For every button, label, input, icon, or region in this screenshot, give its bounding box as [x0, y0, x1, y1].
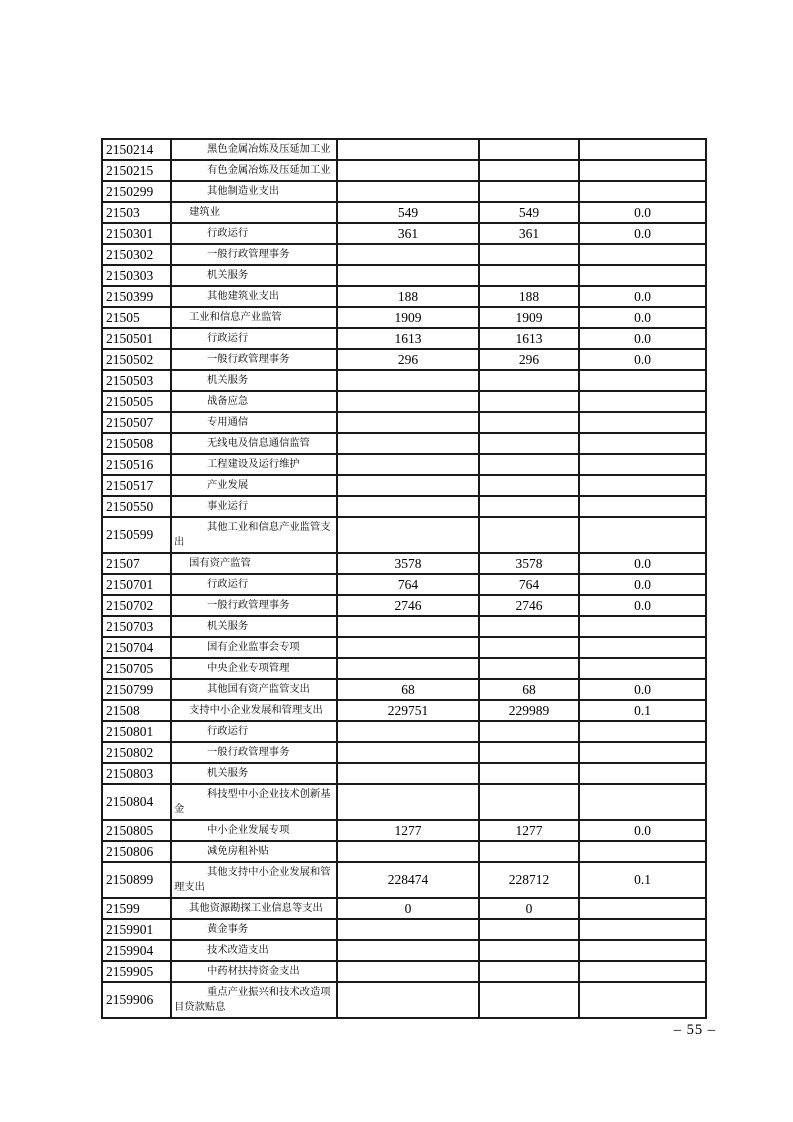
value1-cell	[337, 784, 479, 820]
percent-cell	[579, 391, 706, 412]
item-name: 减免房租补贴	[207, 846, 269, 857]
code-cell: 2150701	[102, 574, 171, 595]
name-cell	[171, 961, 337, 982]
value1-cell: 0	[337, 898, 479, 919]
percent-cell	[579, 160, 706, 181]
value2-cell	[479, 496, 579, 517]
percent-cell	[579, 475, 706, 496]
value1-cell	[337, 982, 479, 1018]
code-cell: 2150550	[102, 496, 171, 517]
item-name: 战备应急	[207, 396, 249, 407]
value1-cell	[337, 475, 479, 496]
table-row	[102, 202, 706, 223]
table-row	[102, 637, 706, 658]
code-cell: 2150503	[102, 370, 171, 391]
percent-cell	[579, 412, 706, 433]
value1-cell	[337, 637, 479, 658]
value1-cell: 228474	[337, 862, 479, 898]
table-row	[102, 517, 706, 553]
table-row	[102, 475, 706, 496]
code-cell: 2150801	[102, 721, 171, 742]
table-row	[102, 286, 706, 307]
percent-cell: 0.1	[579, 862, 706, 898]
table-row	[102, 763, 706, 784]
percent-cell: 0.0	[579, 820, 706, 841]
item-name: 工程建设及运行维护	[207, 459, 300, 470]
value1-cell: 361	[337, 223, 479, 244]
item-name: 中小企业发展专项	[207, 825, 290, 836]
name-cell	[171, 763, 337, 784]
name-cell	[171, 841, 337, 862]
item-name: 中药材扶持资金支出	[207, 966, 300, 977]
name-cell	[171, 658, 337, 679]
table-row	[102, 595, 706, 616]
table-row	[102, 454, 706, 475]
value1-cell	[337, 841, 479, 862]
name-cell	[171, 679, 337, 700]
name-cell	[171, 265, 337, 286]
percent-cell: 0.0	[579, 328, 706, 349]
value1-cell	[337, 940, 479, 961]
code-cell: 2150508	[102, 433, 171, 454]
code-cell: 21503	[102, 202, 171, 223]
value1-cell: 1277	[337, 820, 479, 841]
code-cell: 2150805	[102, 820, 171, 841]
code-cell: 2150517	[102, 475, 171, 496]
code-cell: 2150803	[102, 763, 171, 784]
percent-cell	[579, 139, 706, 160]
code-cell: 21505	[102, 307, 171, 328]
item-name: 机关服务	[207, 621, 249, 632]
table-row	[102, 820, 706, 841]
value1-cell: 764	[337, 574, 479, 595]
value2-cell: 2746	[479, 595, 579, 616]
percent-cell	[579, 496, 706, 517]
value2-cell: 68	[479, 679, 579, 700]
code-cell: 2150302	[102, 244, 171, 265]
value2-cell: 549	[479, 202, 579, 223]
item-name: 黄金事务	[207, 924, 249, 935]
code-cell: 21508	[102, 700, 171, 721]
value2-cell	[479, 475, 579, 496]
item-name: 行政运行	[207, 333, 249, 344]
code-cell: 21507	[102, 553, 171, 574]
table-row	[102, 328, 706, 349]
value2-cell: 228712	[479, 862, 579, 898]
table-row	[102, 139, 706, 160]
name-cell	[171, 721, 337, 742]
name-cell	[171, 244, 337, 265]
table-row	[102, 841, 706, 862]
table-row	[102, 181, 706, 202]
item-name: 科技型中小企业技术创新基金	[174, 789, 331, 815]
code-cell: 2159904	[102, 940, 171, 961]
table-row	[102, 700, 706, 721]
item-name: 支持中小企业发展和管理支出	[189, 705, 323, 716]
value2-cell	[479, 391, 579, 412]
value1-cell: 1613	[337, 328, 479, 349]
name-cell	[171, 181, 337, 202]
table-row	[102, 940, 706, 961]
value1-cell	[337, 244, 479, 265]
name-cell	[171, 475, 337, 496]
value2-cell	[479, 721, 579, 742]
name-cell	[171, 370, 337, 391]
value1-cell	[337, 742, 479, 763]
value2-cell	[479, 940, 579, 961]
value2-cell: 229989	[479, 700, 579, 721]
table-row	[102, 658, 706, 679]
item-name: 行政运行	[207, 726, 249, 737]
percent-cell: 0.0	[579, 307, 706, 328]
name-cell	[171, 328, 337, 349]
value1-cell	[337, 763, 479, 784]
percent-cell	[579, 721, 706, 742]
value2-cell	[479, 433, 579, 454]
value1-cell	[337, 454, 479, 475]
item-name: 其他国有资产监管支出	[207, 684, 310, 695]
value2-cell	[479, 454, 579, 475]
percent-cell	[579, 742, 706, 763]
value2-cell	[479, 517, 579, 553]
value2-cell	[479, 841, 579, 862]
value2-cell	[479, 742, 579, 763]
percent-cell: 0.0	[579, 349, 706, 370]
value2-cell	[479, 919, 579, 940]
item-name: 建筑业	[189, 207, 220, 218]
percent-cell	[579, 517, 706, 553]
value2-cell	[479, 637, 579, 658]
percent-cell	[579, 181, 706, 202]
table-row	[102, 496, 706, 517]
name-cell	[171, 223, 337, 244]
value2-cell	[479, 265, 579, 286]
item-name: 机关服务	[207, 768, 249, 779]
table-row	[102, 244, 706, 265]
code-cell: 2150507	[102, 412, 171, 433]
percent-cell	[579, 454, 706, 475]
code-cell: 2150599	[102, 517, 171, 553]
item-name: 无线电及信息通信监管	[207, 438, 310, 449]
item-name: 其他资源勘探工业信息等支出	[189, 903, 323, 914]
name-cell	[171, 574, 337, 595]
percent-cell	[579, 898, 706, 919]
percent-cell	[579, 433, 706, 454]
name-cell	[171, 496, 337, 517]
table-row	[102, 961, 706, 982]
value1-cell	[337, 181, 479, 202]
percent-cell	[579, 841, 706, 862]
name-cell	[171, 286, 337, 307]
code-cell: 2159906	[102, 982, 171, 1018]
item-name: 行政运行	[207, 579, 249, 590]
code-cell: 2150215	[102, 160, 171, 181]
value2-cell: 188	[479, 286, 579, 307]
value2-cell: 1613	[479, 328, 579, 349]
item-name: 重点产业振兴和技术改造项目贷款贴息	[174, 987, 331, 1013]
item-name: 机关服务	[207, 375, 249, 386]
code-cell: 2150301	[102, 223, 171, 244]
name-cell	[171, 982, 337, 1018]
code-cell: 21599	[102, 898, 171, 919]
name-cell	[171, 940, 337, 961]
percent-cell	[579, 658, 706, 679]
page-number: – 55 –	[673, 1022, 716, 1038]
percent-cell: 0.1	[579, 700, 706, 721]
name-cell	[171, 616, 337, 637]
code-cell: 2150799	[102, 679, 171, 700]
name-cell	[171, 595, 337, 616]
code-cell: 2150802	[102, 742, 171, 763]
percent-cell	[579, 940, 706, 961]
code-cell: 2150806	[102, 841, 171, 862]
name-cell	[171, 391, 337, 412]
value2-cell	[479, 784, 579, 820]
name-cell	[171, 553, 337, 574]
value1-cell: 296	[337, 349, 479, 370]
percent-cell: 0.0	[579, 286, 706, 307]
table-row	[102, 862, 706, 898]
value1-cell	[337, 961, 479, 982]
percent-cell	[579, 961, 706, 982]
name-cell	[171, 412, 337, 433]
percent-cell	[579, 763, 706, 784]
value2-cell	[479, 763, 579, 784]
value1-cell	[337, 496, 479, 517]
item-name: 机关服务	[207, 270, 249, 281]
code-cell: 2150703	[102, 616, 171, 637]
value1-cell	[337, 139, 479, 160]
value2-cell	[479, 961, 579, 982]
value2-cell	[479, 658, 579, 679]
percent-cell: 0.0	[579, 553, 706, 574]
percent-cell	[579, 370, 706, 391]
name-cell	[171, 454, 337, 475]
budget-expenditure-table	[101, 138, 707, 1019]
name-cell	[171, 139, 337, 160]
table-row	[102, 412, 706, 433]
item-name: 专用通信	[207, 417, 249, 428]
value1-cell: 1909	[337, 307, 479, 328]
value1-cell	[337, 433, 479, 454]
table-row	[102, 370, 706, 391]
table-row	[102, 898, 706, 919]
code-cell: 2150399	[102, 286, 171, 307]
value2-cell: 3578	[479, 553, 579, 574]
percent-cell	[579, 616, 706, 637]
item-name: 一般行政管理事务	[207, 600, 290, 611]
table-row	[102, 784, 706, 820]
value1-cell	[337, 265, 479, 286]
percent-cell: 0.0	[579, 574, 706, 595]
table-row	[102, 160, 706, 181]
value2-cell	[479, 412, 579, 433]
code-cell: 2150516	[102, 454, 171, 475]
percent-cell	[579, 265, 706, 286]
percent-cell	[579, 982, 706, 1018]
code-cell: 2150501	[102, 328, 171, 349]
value2-cell	[479, 160, 579, 181]
table-row	[102, 223, 706, 244]
item-name: 国有资产监管	[189, 558, 251, 569]
code-cell: 2150704	[102, 637, 171, 658]
value2-cell: 361	[479, 223, 579, 244]
name-cell	[171, 700, 337, 721]
item-name: 国有企业监事会专项	[207, 642, 300, 653]
value2-cell: 1909	[479, 307, 579, 328]
value2-cell	[479, 616, 579, 637]
value1-cell	[337, 658, 479, 679]
item-name: 其他建筑业支出	[207, 291, 280, 302]
table-row	[102, 574, 706, 595]
item-name: 其他制造业支出	[207, 186, 280, 197]
value2-cell	[479, 982, 579, 1018]
code-cell: 2150502	[102, 349, 171, 370]
percent-cell: 0.0	[579, 223, 706, 244]
item-name: 其他工业和信息产业监管支出	[174, 522, 331, 548]
value1-cell	[337, 616, 479, 637]
value1-cell	[337, 370, 479, 391]
code-cell: 2150705	[102, 658, 171, 679]
percent-cell: 0.0	[579, 202, 706, 223]
value1-cell: 188	[337, 286, 479, 307]
value2-cell: 1277	[479, 820, 579, 841]
table-row	[102, 616, 706, 637]
name-cell	[171, 349, 337, 370]
item-name: 一般行政管理事务	[207, 249, 290, 260]
percent-cell: 0.0	[579, 595, 706, 616]
value2-cell: 0	[479, 898, 579, 919]
percent-cell	[579, 784, 706, 820]
value2-cell: 764	[479, 574, 579, 595]
table-row	[102, 553, 706, 574]
item-name: 工业和信息产业监管	[189, 312, 282, 323]
value2-cell	[479, 370, 579, 391]
item-name: 其他支持中小企业发展和管理支出	[174, 867, 331, 893]
name-cell	[171, 919, 337, 940]
name-cell	[171, 517, 337, 553]
item-name: 产业发展	[207, 480, 249, 491]
name-cell	[171, 307, 337, 328]
percent-cell	[579, 637, 706, 658]
value1-cell: 68	[337, 679, 479, 700]
item-name: 事业运行	[207, 501, 249, 512]
item-name: 有色金属冶炼及压延加工业	[207, 165, 331, 176]
item-name: 一般行政管理事务	[207, 747, 290, 758]
name-cell	[171, 820, 337, 841]
item-name: 行政运行	[207, 228, 249, 239]
value1-cell: 549	[337, 202, 479, 223]
table-row	[102, 982, 706, 1018]
name-cell	[171, 742, 337, 763]
name-cell	[171, 637, 337, 658]
code-cell: 2159901	[102, 919, 171, 940]
table-row	[102, 391, 706, 412]
percent-cell	[579, 244, 706, 265]
value1-cell: 229751	[337, 700, 479, 721]
name-cell	[171, 862, 337, 898]
value2-cell	[479, 181, 579, 202]
code-cell: 2150702	[102, 595, 171, 616]
value2-cell	[479, 139, 579, 160]
name-cell	[171, 784, 337, 820]
code-cell: 2150505	[102, 391, 171, 412]
percent-cell: 0.0	[579, 679, 706, 700]
code-cell: 2150214	[102, 139, 171, 160]
item-name: 中央企业专项管理	[207, 663, 290, 674]
code-cell: 2150899	[102, 862, 171, 898]
table-row	[102, 919, 706, 940]
value1-cell: 3578	[337, 553, 479, 574]
value1-cell	[337, 160, 479, 181]
value1-cell	[337, 517, 479, 553]
value2-cell: 296	[479, 349, 579, 370]
table-row	[102, 307, 706, 328]
name-cell	[171, 898, 337, 919]
value2-cell	[479, 244, 579, 265]
name-cell	[171, 433, 337, 454]
item-name: 一般行政管理事务	[207, 354, 290, 365]
name-cell	[171, 160, 337, 181]
item-name: 技术改造支出	[207, 945, 269, 956]
percent-cell	[579, 919, 706, 940]
code-cell: 2150303	[102, 265, 171, 286]
table-row	[102, 265, 706, 286]
item-name: 黑色金属冶炼及压延加工业	[207, 144, 331, 155]
table-row	[102, 433, 706, 454]
table-row	[102, 742, 706, 763]
table-row	[102, 679, 706, 700]
code-cell: 2150299	[102, 181, 171, 202]
value1-cell: 2746	[337, 595, 479, 616]
value1-cell	[337, 412, 479, 433]
value1-cell	[337, 919, 479, 940]
table-row	[102, 349, 706, 370]
table-row	[102, 721, 706, 742]
code-cell: 2150804	[102, 784, 171, 820]
code-cell: 2159905	[102, 961, 171, 982]
name-cell	[171, 202, 337, 223]
value1-cell	[337, 721, 479, 742]
value1-cell	[337, 391, 479, 412]
